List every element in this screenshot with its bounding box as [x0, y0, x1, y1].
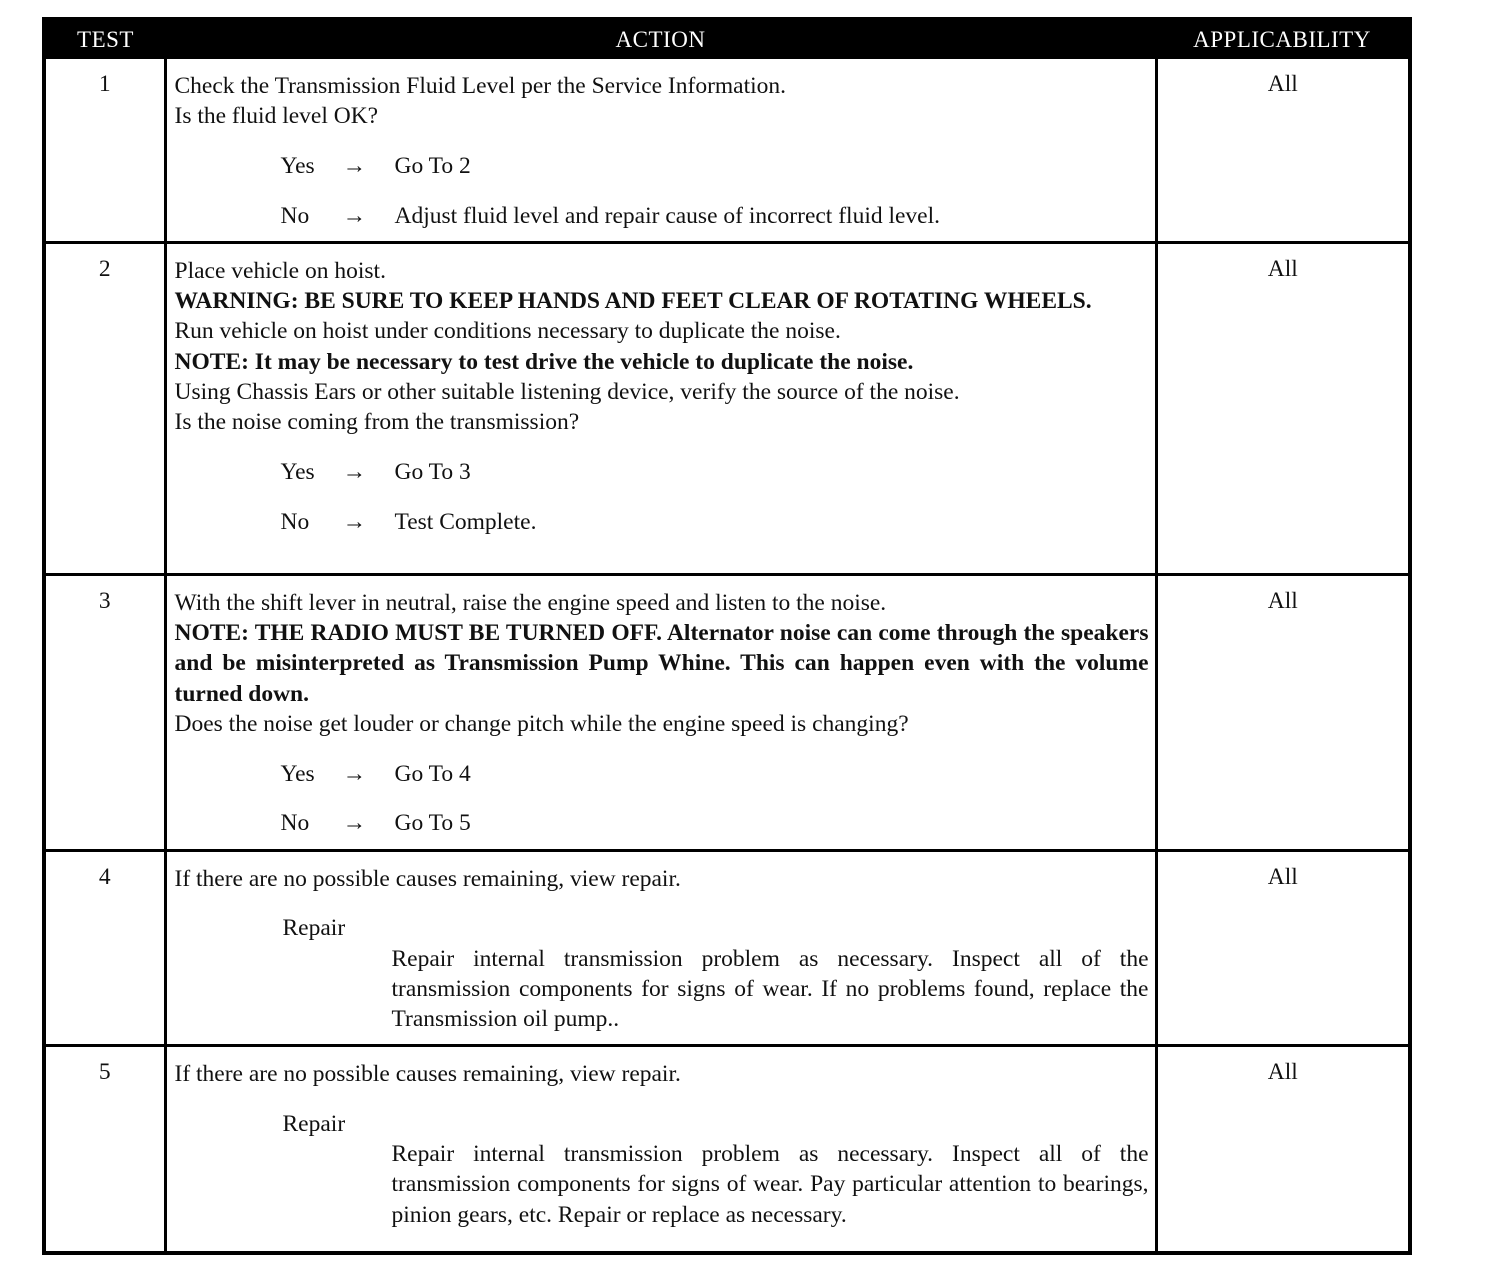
action-question: Is the noise coming from the transmission?	[174, 409, 580, 436]
note-text: NOTE: It may be necessary to test drive the vehicle to duplicate the noise.	[174, 348, 914, 375]
header-test: TEST	[46, 21, 165, 59]
applicability-value: All	[1156, 850, 1408, 1046]
arrow-right-icon: →	[342, 760, 366, 787]
yes-label: Yes	[280, 153, 315, 179]
yes-branch	[281, 151, 1149, 181]
table-row-test-4	[46, 850, 1408, 1046]
applicability-value: All	[1156, 1046, 1408, 1251]
test-number: 4	[46, 850, 165, 1046]
yes-result: Go To 3	[394, 458, 471, 485]
action-cell	[165, 59, 1156, 243]
action-line: If there are no possible causes remaining, view repair.	[174, 1061, 681, 1088]
yes-label: Yes	[280, 760, 315, 787]
action-question: Does the noise get louder or change pitch while the engine speed is changing?	[174, 710, 909, 737]
no-result: Adjust fluid level and repair cause of incorrect fluid level.	[394, 202, 941, 229]
arrow-right-icon: →	[342, 153, 366, 179]
action-line: If there are no possible causes remaining, view repair.	[174, 865, 681, 892]
no-branch	[281, 507, 1149, 537]
repair-label: Repair	[282, 915, 346, 942]
applicability-value: All	[1156, 243, 1408, 575]
no-branch	[281, 808, 1149, 838]
header-action: ACTION	[165, 21, 1156, 59]
no-result: Test Complete.	[394, 508, 537, 535]
test-number: 1	[46, 59, 165, 243]
header-applicability: APPLICABILITY	[1156, 21, 1408, 59]
no-label: No	[280, 508, 310, 535]
no-result: Go To 5	[394, 810, 471, 837]
yes-result: Go To 2	[394, 153, 471, 179]
test-number: 3	[46, 575, 165, 851]
action-cell	[165, 1046, 1156, 1251]
yes-branch	[281, 759, 1149, 789]
yes-result: Go To 4	[394, 760, 471, 787]
no-branch	[281, 201, 1149, 231]
arrow-right-icon: →	[342, 508, 366, 535]
table-row-test-1	[46, 59, 1408, 243]
action-cell	[165, 575, 1156, 851]
table-row-test-3	[46, 575, 1408, 851]
yes-label: Yes	[280, 458, 315, 485]
diagnostic-table	[46, 21, 1408, 1251]
action-line: Place vehicle on hoist.	[174, 258, 386, 284]
test-number: 2	[46, 243, 165, 575]
arrow-right-icon: →	[342, 458, 366, 485]
table-row-test-5	[46, 1046, 1408, 1251]
table-row-test-2	[46, 243, 1408, 575]
note-text: NOTE: THE RADIO MUST BE TURNED OFF. Alternator noise can come through the speakers and be misinterpreted as Transmission Pump Whine. This can happen even with the volume turned down.	[174, 620, 1149, 707]
table-header-row	[46, 21, 1408, 59]
applicability-value: All	[1156, 59, 1408, 243]
diagnostic-table-document	[42, 17, 1412, 1255]
repair-label: Repair	[282, 1111, 346, 1138]
action-line: Run vehicle on hoist under conditions necessary to duplicate the noise.	[174, 318, 841, 345]
applicability-value: All	[1156, 575, 1408, 851]
action-cell	[165, 243, 1156, 575]
arrow-right-icon: →	[342, 810, 366, 837]
yes-branch	[281, 457, 1149, 487]
no-label: No	[280, 202, 310, 229]
repair-text: Repair internal transmission problem as necessary. Inspect all of the transmission components for signs of wear. Pay particular attention to bearings, pinion gears, etc. Repair or replace as necessary.	[391, 1141, 1149, 1228]
repair-text: Repair internal transmission problem as necessary. Inspect all of the transmission components for signs of wear. If no problems found, replace the Transmission oil pump..	[391, 945, 1149, 1033]
action-cell	[165, 850, 1156, 1046]
action-line: Check the Transmission Fluid Level per the Service Information.	[174, 73, 787, 99]
action-line: Using Chassis Ears or other suitable listening device, verify the source of the noise.	[174, 378, 960, 405]
no-label: No	[280, 810, 310, 837]
arrow-right-icon: →	[342, 202, 366, 229]
action-question: Is the fluid level OK?	[174, 103, 379, 130]
action-line: With the shift lever in neutral, raise the engine speed and listen to the noise.	[174, 590, 887, 616]
test-number: 5	[46, 1046, 165, 1251]
warning-text: WARNING: BE SURE TO KEEP HANDS AND FEET CLEAR OF ROTATING WHEELS.	[174, 288, 1092, 315]
